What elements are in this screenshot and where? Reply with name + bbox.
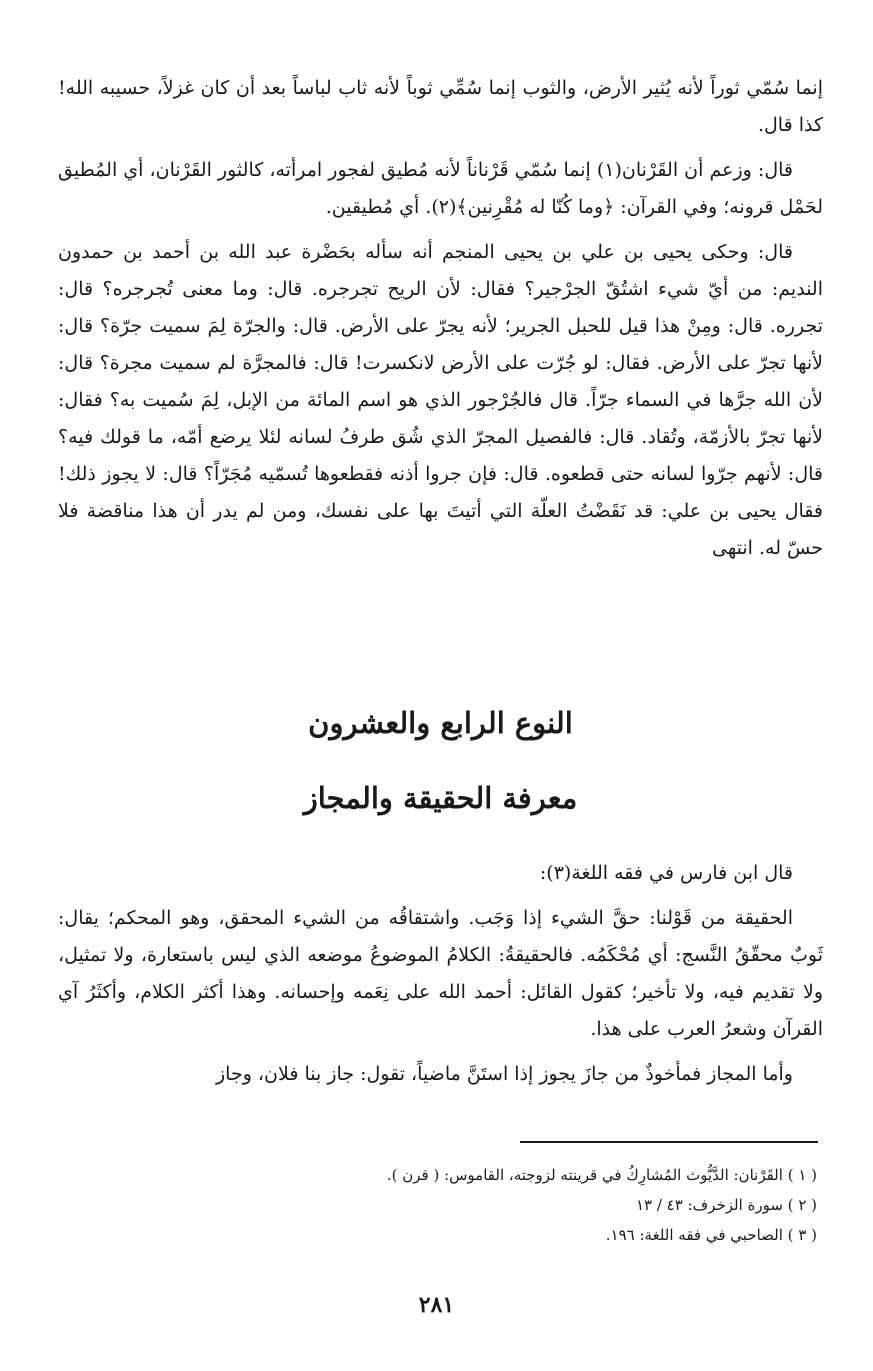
paragraph-3: قال: وحكى يحيى بن علي بن يحيى المنجم أنه سأله بحَضْرة عبد الله بن أحمد بن حمدون النديم: من أيّ شيء اشتُقّ الجرْجير؟ فقال: لأن الريح تجرجره. قال: وما معنى تُجرجره؟ قال: تجرره. قال: ومِنْ هذا قيل للحبل الجرير؛ لأنه يجرّ على الأرض. قال: والجرّة لِمَ سميت جرّة؟ قال: لأنها تجرّ على الأرض. فقال: لو جُرّت على الأرض لانكسرت! قال: فالمجرَّة لم سميت مجرة؟ قال: لأن الله جرَّها في السماء جرّاً. قال فالجُرْجور الذي هو اسم المائة من الإبل، لِمَ سُميت به؟ فقال: لأنها تجرّ بالأزمّة، وتُقاد. قال: فالفصيل المجرّ الذي شُق طرفُ لسانه لئلا يرضع أمّه، ما قولك فيه؟ قال: لأنهم جرّوا لسانه حتى قطعوه. قال: فإن جروا أذنه فقطعوها تُسمّيه مُجَرّاً؟ قال: لا يجوز ذلك! فقال يحيى بن علي: قد نَقَضْتُ العلّة التي أتيتَ بها على نفسك، ومن لم يدر أن هذا مناقضة فلا حسّ له. انتهى (58, 241, 823, 559)
footnotes (58, 1160, 823, 1250)
page-number: ٢٨١ (418, 1292, 455, 1318)
body-text-bottom (58, 855, 823, 1093)
chapter-subheading: معرفة الحقيقة والمجاز (303, 781, 578, 815)
paragraph-1: إنما سُمّي ثوراً لأنه يُثير الأرض، والثوب إنما سُمِّي ثوباً لأنه ثاب لباساً بعد أن كان غزلاً، حسيبه الله! كذا قال. (58, 77, 823, 136)
paragraph-6: وأما المجاز فمأخوذٌ من جازَ يجوز إذا استَنَّ ماضياً، تقول: جاز بنا فلان، وجاز (216, 1063, 793, 1085)
footnote-divider (520, 1141, 818, 1143)
footnote-2: ( ٢ ) سورة الزخرف: ٤٣ / ١٣ (635, 1196, 817, 1214)
footnote-3: ( ٣ ) الصاحبي في فقه اللغة: ١٩٦. (605, 1226, 817, 1244)
paragraph-2: قال: وزعم أن القَرْنان(١) إنما سُمّي قَرْناناً لأنه مُطيق لفجور امرأته، كالثور القَرْنان، أي المُطيق لحَمْل قرونه؛ وفي القرآن: ﴿وما كُنّا له مُقْرِنين﴾(٢). أي مُطيقين. (58, 159, 823, 218)
paragraph-4: قال ابن فارس في فقه اللغة(٣): (539, 862, 793, 884)
footnote-1: ( ١ ) القَرْنان: الدَّيُّوث المُشارِكُ في قرينته لزوجته، القاموس: ( قرن ). (386, 1166, 817, 1184)
chapter-heading: النوع الرابع والعشرون (308, 706, 573, 740)
paragraph-5: الحقيقة من قَوْلنا: حقَّ الشيء إذا وَجَب. واشتقاقُه من الشيء المحقق، وهو المحكم؛ يقال: ثَوبٌ محقّقُ النَّسج: أي مُحْكَمُه. فالحقيقةُ: الكلامُ الموضوعُ موضعه الذي ليس باستعارة، ولا تمثيل، ولا تقديم فيه، ولا تأخير؛ كقول القائل: أحمد الله على نِعَمه وإحسانه. وهذا أكثر الكلام، وأكثَرُ آي القرآن وشعرُ العرب على هذا. (58, 907, 823, 1040)
body-text-top (58, 70, 823, 567)
